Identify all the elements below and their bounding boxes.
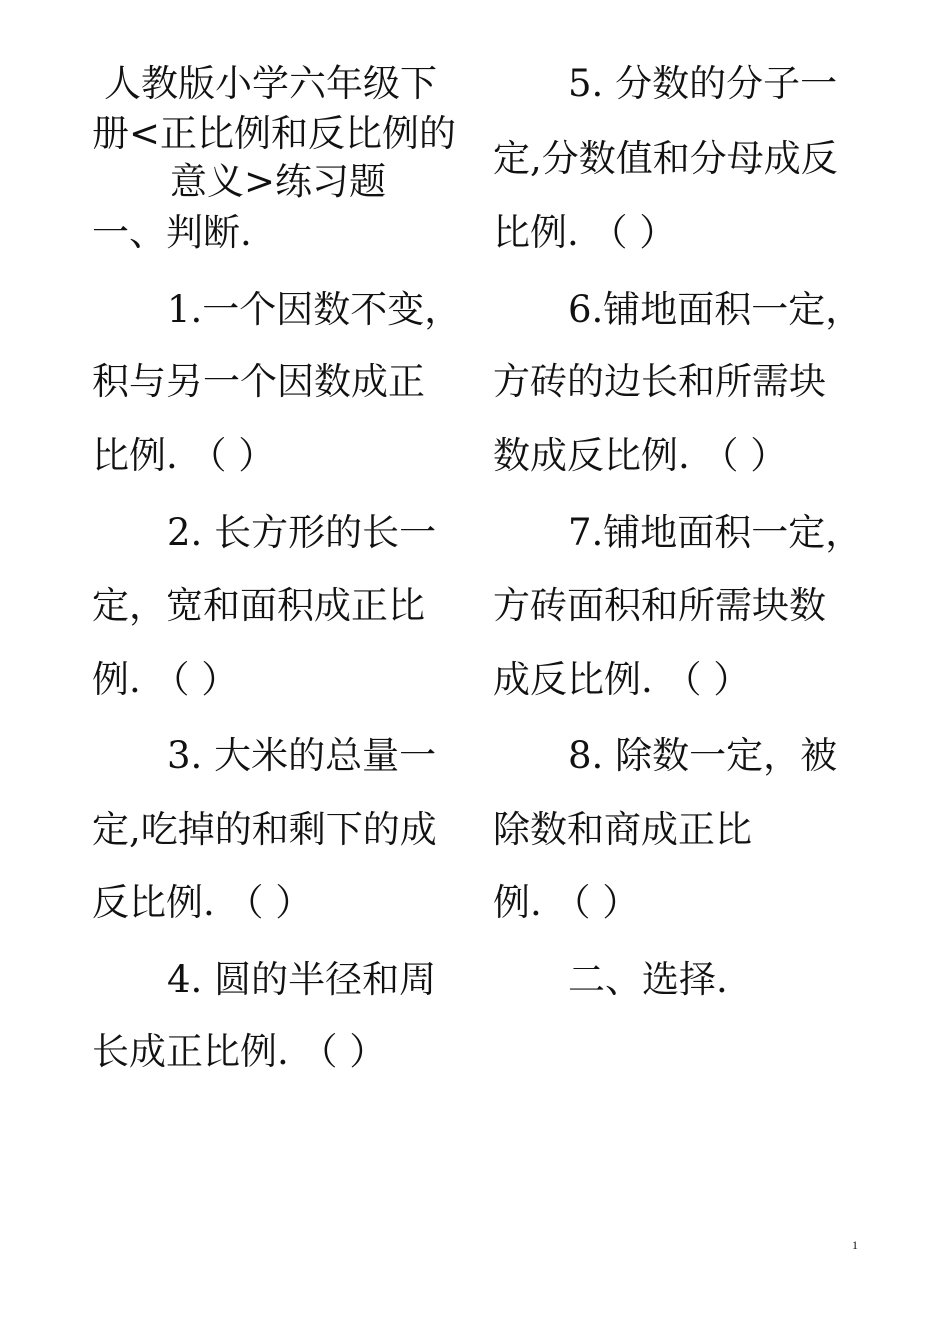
question-line: 3. 大米的总量一 <box>167 734 437 777</box>
question-line: 数成反比例. （ ） <box>493 434 788 477</box>
question-line: 7.铺地面积一定， <box>568 511 863 554</box>
question-line: 长成正比例. （ ） <box>92 1030 387 1073</box>
question-line: 例. （ ） <box>493 881 640 924</box>
question-line: 积与另一个因数成正 <box>92 360 425 403</box>
question-line: 例. （ ） <box>92 658 239 701</box>
question-line: 6.铺地面积一定， <box>568 288 863 331</box>
question-line: 方砖的边长和所需块 <box>493 360 826 403</box>
question-line: 定,分数值和分母成反 <box>493 137 838 180</box>
question-line: 反比例. （ ） <box>92 881 313 924</box>
question-line: 5. 分数的分子一 <box>568 62 838 105</box>
section-heading-judgment: 一、判断. <box>92 211 252 254</box>
question-line: 2. 长方形的长一 <box>167 511 437 554</box>
title-line-1: 人教版小学六年级下 <box>104 62 437 105</box>
question-line: 成反比例. （ ） <box>493 658 751 701</box>
question-line: 除数和商成正比 <box>493 808 752 851</box>
question-line: 定，宽和面积成正比 <box>92 584 425 627</box>
question-line: 定,吃掉的和剩下的成 <box>92 808 437 851</box>
section-heading-choice: 二、选择. <box>568 958 728 1001</box>
question-line: 比例. （ ） <box>92 434 276 477</box>
title-line-3: 意义>练习题 <box>170 160 387 203</box>
question-line: 方砖面积和所需块数 <box>493 584 826 627</box>
question-line: 比例. （ ） <box>493 211 677 254</box>
page-number: 1 <box>852 1238 858 1252</box>
question-line: 1.一个因数不变， <box>167 288 462 331</box>
question-line: 8. 除数一定，被 <box>568 734 838 777</box>
question-line: 4. 圆的半径和周 <box>167 958 437 1001</box>
title-line-2: 册<正比例和反比例的 <box>92 112 457 155</box>
